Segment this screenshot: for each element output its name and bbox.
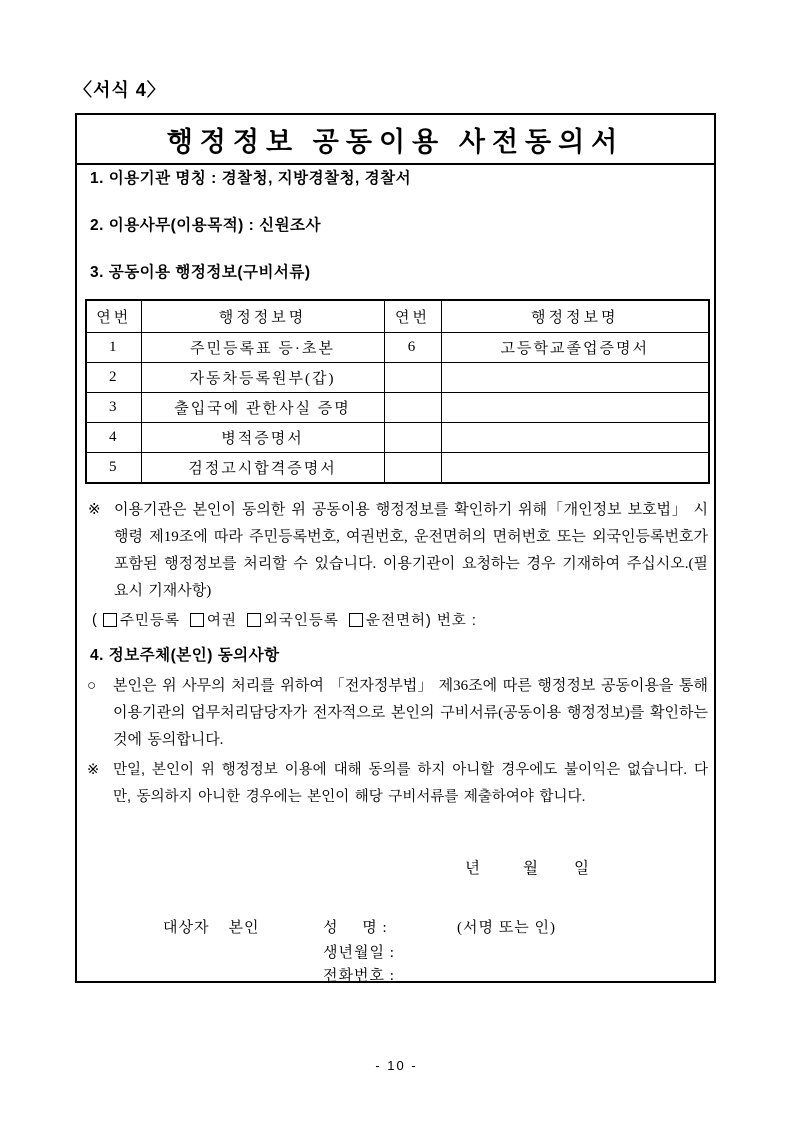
cell-docname: 출입국에 관한사실 증명 [141,393,384,423]
id-number-line [92,609,477,630]
privacy-note-paragraph [88,497,708,605]
section-4-heading: 4. 정보주체(본인) 동의사항 [90,647,280,664]
cell-docname [441,393,709,423]
col-header-docname-2: 행정정보명 [441,300,709,333]
checkbox-label: 외국인등록 [263,613,339,629]
privacy-note-text: 이용기관은 본인이 동의한 위 공동이용 행정정보를 확인하기 위해「개인정보 보호법」 시행령 제19조에 따라 주민등록번호, 여권번호, 운전면허의 면허번호 또는 외국인등록번호가 포함된 행정정보를 처리할 수 있습니다. 이용기관이 요청하는 경우 기재하여 주십시오.(필요시 기재사항) [114,502,708,599]
cell-seq: 5 [86,453,141,484]
circle-bullet: ○ [87,678,97,694]
table-header-row [86,300,709,333]
section-2-heading: 2. 이용사무(이용목적) : 신원조사 [90,217,322,234]
col-header-docname-1: 행정정보명 [141,300,384,333]
table-row [86,363,709,393]
signature-name-label: 성 명 : [323,920,388,936]
disclaimer-paragraph [87,757,708,811]
signature-subject-label: 대상자 본인 [163,920,260,936]
checkbox-item-foreigner [247,609,339,630]
cell-docname: 주민등록표 등·초본 [141,333,384,363]
checkbox-label: 여권 [206,613,237,629]
checkbox-item-jumin [103,609,180,630]
empty-checkbox-icon [247,613,261,627]
cell-seq [384,363,441,393]
checkbox-label: 운전면허 [365,613,426,629]
table-row [86,423,709,453]
cell-seq [384,393,441,423]
cell-seq: 2 [86,363,141,393]
reference-mark: ※ [88,502,101,518]
reference-mark: ※ [87,762,100,778]
form-title: 행정정보 공동이용 사전동의서 [166,126,625,157]
cell-docname: 자동차등록원부(갑) [141,363,384,393]
cell-seq [384,423,441,453]
disclaimer-text: 만일, 본인이 위 행정정보 이용에 대해 동의를 하지 아니할 경우에도 불이익은 없습니다. 다만, 동의하지 아니한 경우에는 본인이 해당 구비서류를 제출하여야 합니다. [113,762,708,805]
empty-checkbox-icon [349,613,363,627]
table-row [86,333,709,363]
signature-birthdate-label: 생년월일 : [323,945,395,961]
consent-paragraph [87,673,708,754]
table-row [86,453,709,484]
consent-text: 본인은 위 사무의 처리를 위하여 「전자정부법」 제36조에 따른 행정정보 공동이용을 통해 이용기관의 업무처리담당자가 전자적으로 본인의 구비서류(공동이용 행정정보)를 확인하는 것에 동의합니다. [113,678,708,748]
day-label: 일 [573,860,590,877]
open-paren: ( [92,611,98,628]
year-label: 년 [465,860,481,877]
empty-checkbox-icon [190,613,204,627]
cell-docname [441,453,709,484]
form-title-row [77,115,714,165]
section-3-heading: 3. 공동이용 행정정보(구비서류) [90,264,311,281]
cell-docname [441,363,709,393]
checkbox-item-passport [190,609,237,630]
cell-seq: 3 [86,393,141,423]
signature-seal-note: (서명 또는 인) [457,920,556,936]
cell-seq: 1 [86,333,141,363]
checkbox-item-license [349,609,426,630]
month-label: 월 [522,860,539,877]
cell-docname: 고등학교졸업증명서 [441,333,709,363]
date-line [465,856,590,878]
consent-form-box [75,113,716,983]
cell-docname [441,423,709,453]
cell-docname: 검정고시합격증명서 [141,453,384,484]
cell-seq: 4 [86,423,141,453]
documents-table [85,299,710,484]
form-number-label: 〈서식 4〉 [74,80,166,100]
empty-checkbox-icon [103,613,117,627]
col-header-seq-1: 연번 [86,300,141,333]
cell-docname: 병적증명서 [141,423,384,453]
id-line-suffix: ) 번호 : [425,613,477,629]
section-1-heading: 1. 이용기관 명칭 : 경찰청, 지방경찰청, 경찰서 [90,170,412,187]
signature-phone-label: 전화번호 : [323,968,395,984]
cell-seq: 6 [384,333,441,363]
checkbox-label: 주민등록 [119,613,180,629]
page-number: - 10 - [375,1058,418,1073]
table-row [86,393,709,423]
col-header-seq-2: 연번 [384,300,441,333]
cell-seq [384,453,441,484]
